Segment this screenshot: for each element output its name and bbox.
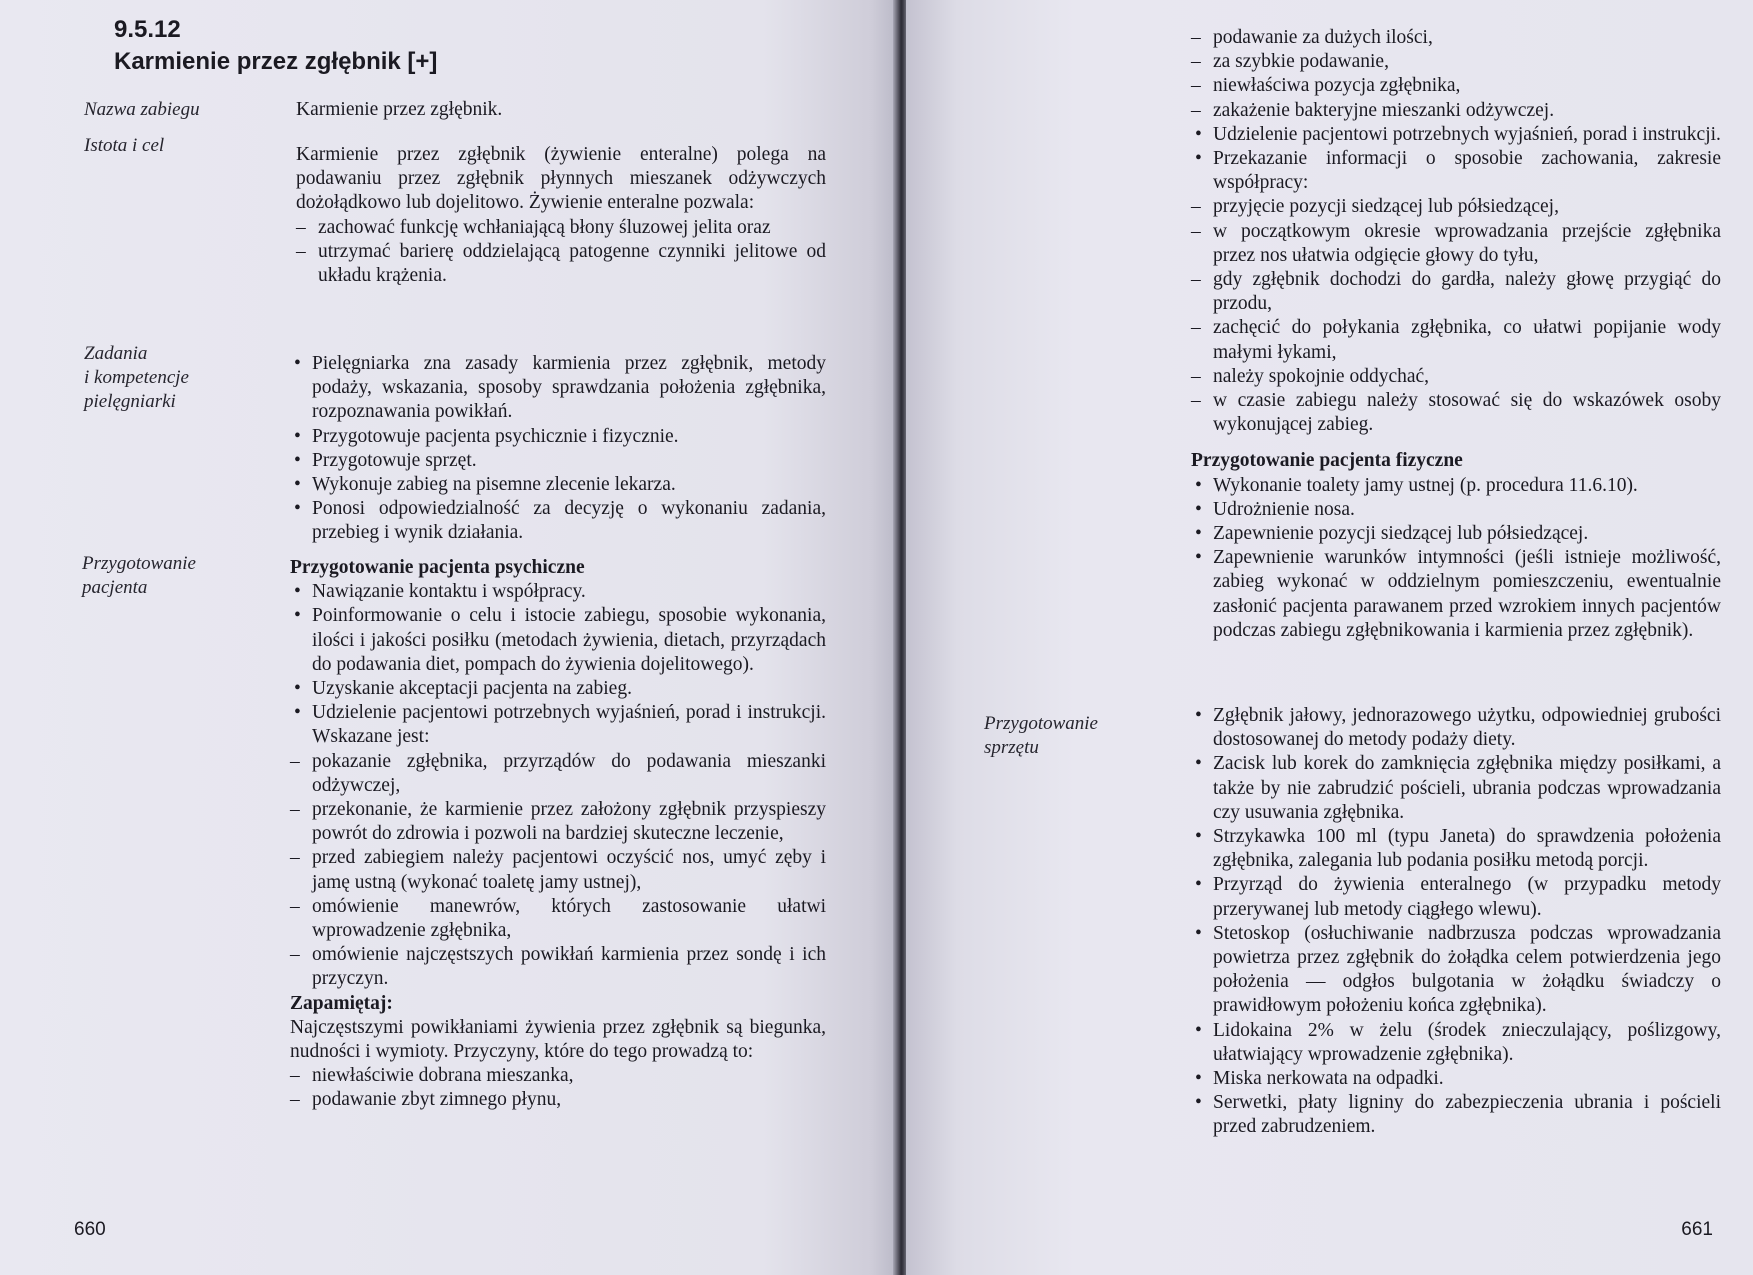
psychiczne-bullet: • Udzielenie pacjentowi potrzebnych wyjaśnień, porad i instrukcji. Wskazane jest: bbox=[290, 701, 826, 749]
wspolpraca-dash: – przyjęcie pozycji siedzącej lub półsiedzącej, bbox=[1191, 195, 1721, 219]
sprzet-bullet: • Przyrząd do żywienia enteralnego (w przypadku metody przerywanej lub metody ciągłego wlewu). bbox=[1191, 873, 1721, 921]
wspolpraca-dash: – zachęcić do połykania zgłębnika, co ułatwi popijanie wody małymi łykami, bbox=[1191, 316, 1721, 364]
zapamietaj-dash: – podawanie zbyt zimnego płynu, bbox=[290, 1088, 826, 1112]
istota-paragraph: Karmienie przez zgłębnik (żywienie enteralne) polega na podawaniu przez zgłębnik płynnych mieszanek odżywczych dożołądkowo lub dojelitowo. Żywienie enteralne pozwala: bbox=[296, 144, 826, 214]
page-number-right: 661 bbox=[1681, 1219, 1713, 1240]
label-line: pacjenta bbox=[82, 577, 148, 598]
wspolpraca-dash: – w czasie zabiegu należy stosować się do wskazówek osoby wykonującej zabieg. bbox=[1191, 389, 1721, 437]
psychiczne-dash: – przekonanie, że karmienie przez założony zgłębnik przyspieszy powrót do zdrowia i pozwoli na bardziej skuteczne leczenie, bbox=[290, 798, 826, 846]
powiklania-dash: – podawanie za dużych ilości, bbox=[1191, 26, 1721, 50]
zadania-block bbox=[290, 352, 826, 546]
zadania-bullet: • Przygotowuje pacjenta psychicznie i fizycznie. bbox=[290, 425, 826, 449]
sprzet-bullet: • Zgłębnik jałowy, jednorazowego użytku, odpowiedniej grubości dostosowanej do metody podaży diety. bbox=[1191, 704, 1721, 752]
fizyczne-bullet: • Zapewnienie pozycji siedzącej lub półsiedzącej. bbox=[1191, 522, 1721, 546]
sprzet-bullet: • Miska nerkowata na odpadki. bbox=[1191, 1067, 1721, 1091]
right-top-block bbox=[1191, 26, 1721, 643]
right-page bbox=[906, 0, 1753, 1275]
zadania-bullet: • Pielęgniarka zna zasady karmienia przez zgłębnik, metody podaży, wskazania, sposoby sprawdzania położenia zgłębnika, rozpoznawania powikłań. bbox=[290, 352, 826, 425]
psychiczne-bullet: • Nawiązanie kontaktu i współpracy. bbox=[290, 580, 826, 604]
label-nazwa-zabiegu: Nazwa zabiegu bbox=[84, 99, 200, 120]
fizyczne-bullet: • Udrożnienie nosa. bbox=[1191, 498, 1721, 522]
powiklania-dash: – niewłaściwa pozycja zgłębnika, bbox=[1191, 74, 1721, 98]
wyjasnienia-bullet: • Udzielenie pacjentowi potrzebnych wyjaśnień, porad i instrukcji. bbox=[1191, 123, 1721, 147]
label-line: Zadania bbox=[84, 343, 148, 364]
label-przygotowanie-pacjenta bbox=[82, 552, 196, 600]
istota-block bbox=[296, 143, 826, 288]
wspolpraca-dash: – należy spokojnie oddychać, bbox=[1191, 365, 1721, 389]
psychiczne-dash: – omówienie najczęstszych powikłań karmienia przez sondę i ich przyczyn. bbox=[290, 943, 826, 991]
section-number: 9.5.12 bbox=[114, 16, 181, 43]
powiklania-dash: – zakażenie bakteryjne mieszanki odżywczej. bbox=[1191, 99, 1721, 123]
zapamietaj-dash: – niewłaściwie dobrana mieszanka, bbox=[290, 1064, 826, 1088]
zadania-bullet: • Ponosi odpowiedzialność za decyzję o wykonaniu zadania, przebieg i wynik działania. bbox=[290, 497, 826, 545]
sprzet-bullet: • Zacisk lub korek do zamknięcia zgłębnika między posiłkami, a także by nie zabrudzić pościeli, ubrania podczas wprowadzania czy usuwania zgłębnika. bbox=[1191, 752, 1721, 825]
psychiczne-heading: Przygotowanie pacjenta psychiczne bbox=[290, 557, 585, 578]
label-line: pielęgniarki bbox=[84, 391, 176, 412]
psychiczne-dash: – omówienie manewrów, których zastosowanie ułatwi wprowadzenie zgłębnika, bbox=[290, 895, 826, 943]
psychiczne-bullet: • Poinformowanie o celu i istocie zabiegu, sposobie wykonania, ilości i jakości posiłku (metodach żywienia, dietach, przyrządach do podawania diet, pompach do żywienia dojelitowego). bbox=[290, 604, 826, 677]
nazwa-text: Karmienie przez zgłębnik. bbox=[296, 99, 503, 120]
label-przygotowanie-sprzetu bbox=[984, 712, 1098, 760]
fizyczne-bullet: • Zapewnienie warunków intymności (jeśli istnieje możliwość, zabieg wykonać w oddzielnym pomieszczeniu, ewentualnie zasłonić pacjenta parawanem przed wzrokiem innych pacjentów podczas zabiegu zgłębnikowania i karmienia przez zgłębnik). bbox=[1191, 546, 1721, 643]
fizyczne-bullet: • Wykonanie toalety jamy ustnej (p. procedura 11.6.10). bbox=[1191, 474, 1721, 498]
wspolpraca-dash: – gdy zgłębnik dochodzi do gardła, należy głowę przygiąć do przodu, bbox=[1191, 268, 1721, 316]
psychiczne-bullet: • Uzyskanie akceptacji pacjenta na zabieg. bbox=[290, 677, 826, 701]
label-line: Przygotowanie bbox=[82, 553, 196, 574]
label-zadania bbox=[84, 342, 189, 414]
label-line: i kompetencje bbox=[84, 367, 189, 388]
zapamietaj-text: Najczęstszymi powikłaniami żywienia przez zgłębnik są biegunka, nudności i wymioty. Przyczyny, które do tego prowadzą to: bbox=[290, 1016, 826, 1063]
zapamietaj-heading: Zapamiętaj: bbox=[290, 992, 393, 1014]
wyjasnienia-bullet: • Przekazanie informacji o sposobie zachowania, zakresie współpracy: bbox=[1191, 147, 1721, 195]
label-istota-i-cel: Istota i cel bbox=[84, 135, 165, 156]
zadania-bullet: • Wykonuje zabieg na pisemne zlecenie lekarza. bbox=[290, 473, 826, 497]
sprzet-bullet: • Lidokaina 2% w żelu (środek znieczulający, poślizgowy, ułatwiający wprowadzenie zgłębnika). bbox=[1191, 1019, 1721, 1067]
sprzet-bullet: • Strzykawka 100 ml (typu Janeta) do sprawdzenia położenia zgłębnika, zalegania lub podania posiłku metodą porcji. bbox=[1191, 825, 1721, 873]
wspolpraca-dash: – w początkowym okresie wprowadzania przejście zgłębnika przez nos ułatwia odgięcie głowy do tyłu, bbox=[1191, 220, 1721, 268]
psychiczne-dash: – pokazanie zgłębnika, przyrządów do podawania mieszanki odżywczej, bbox=[290, 750, 826, 798]
sprzet-block bbox=[1191, 704, 1721, 1140]
label-line: sprzętu bbox=[984, 737, 1039, 758]
label-line: Przygotowanie bbox=[984, 713, 1098, 734]
powiklania-dash: – za szybkie podawanie, bbox=[1191, 50, 1721, 74]
istota-dash: – utrzymać barierę oddzielającą patogenne czynniki jelitowe od układu krążenia. bbox=[296, 240, 826, 288]
fizyczne-heading: Przygotowanie pacjenta fizyczne bbox=[1191, 450, 1463, 472]
zadania-bullet: • Przygotowuje sprzęt. bbox=[290, 449, 826, 473]
spacer bbox=[1191, 437, 1721, 449]
psychiczne-block bbox=[290, 556, 826, 1113]
sprzet-bullet: • Stetoskop (osłuchiwanie nadbrzusza podczas wprowadzania powietrza przez zgłębnik do żołądka celem potwierdzenia jego położenia — odgłos bulgotania w żołądku świadczy o prawidłowym położeniu końca zgłębnika). bbox=[1191, 922, 1721, 1019]
istota-dash: – zachować funkcję wchłaniającą błony śluzowej jelita oraz bbox=[296, 216, 826, 240]
sprzet-bullet: • Serwetki, płaty ligniny do zabezpieczenia ubrania i pościeli przed zabrudzeniem. bbox=[1191, 1091, 1721, 1139]
psychiczne-dash: – przed zabiegiem należy pacjentowi oczyścić nos, umyć zęby i jamę ustną (wykonać toaletę jamy ustnej), bbox=[290, 846, 826, 894]
page-number-left: 660 bbox=[74, 1219, 106, 1240]
section-title: Karmienie przez zgłębnik [+] bbox=[114, 48, 438, 75]
